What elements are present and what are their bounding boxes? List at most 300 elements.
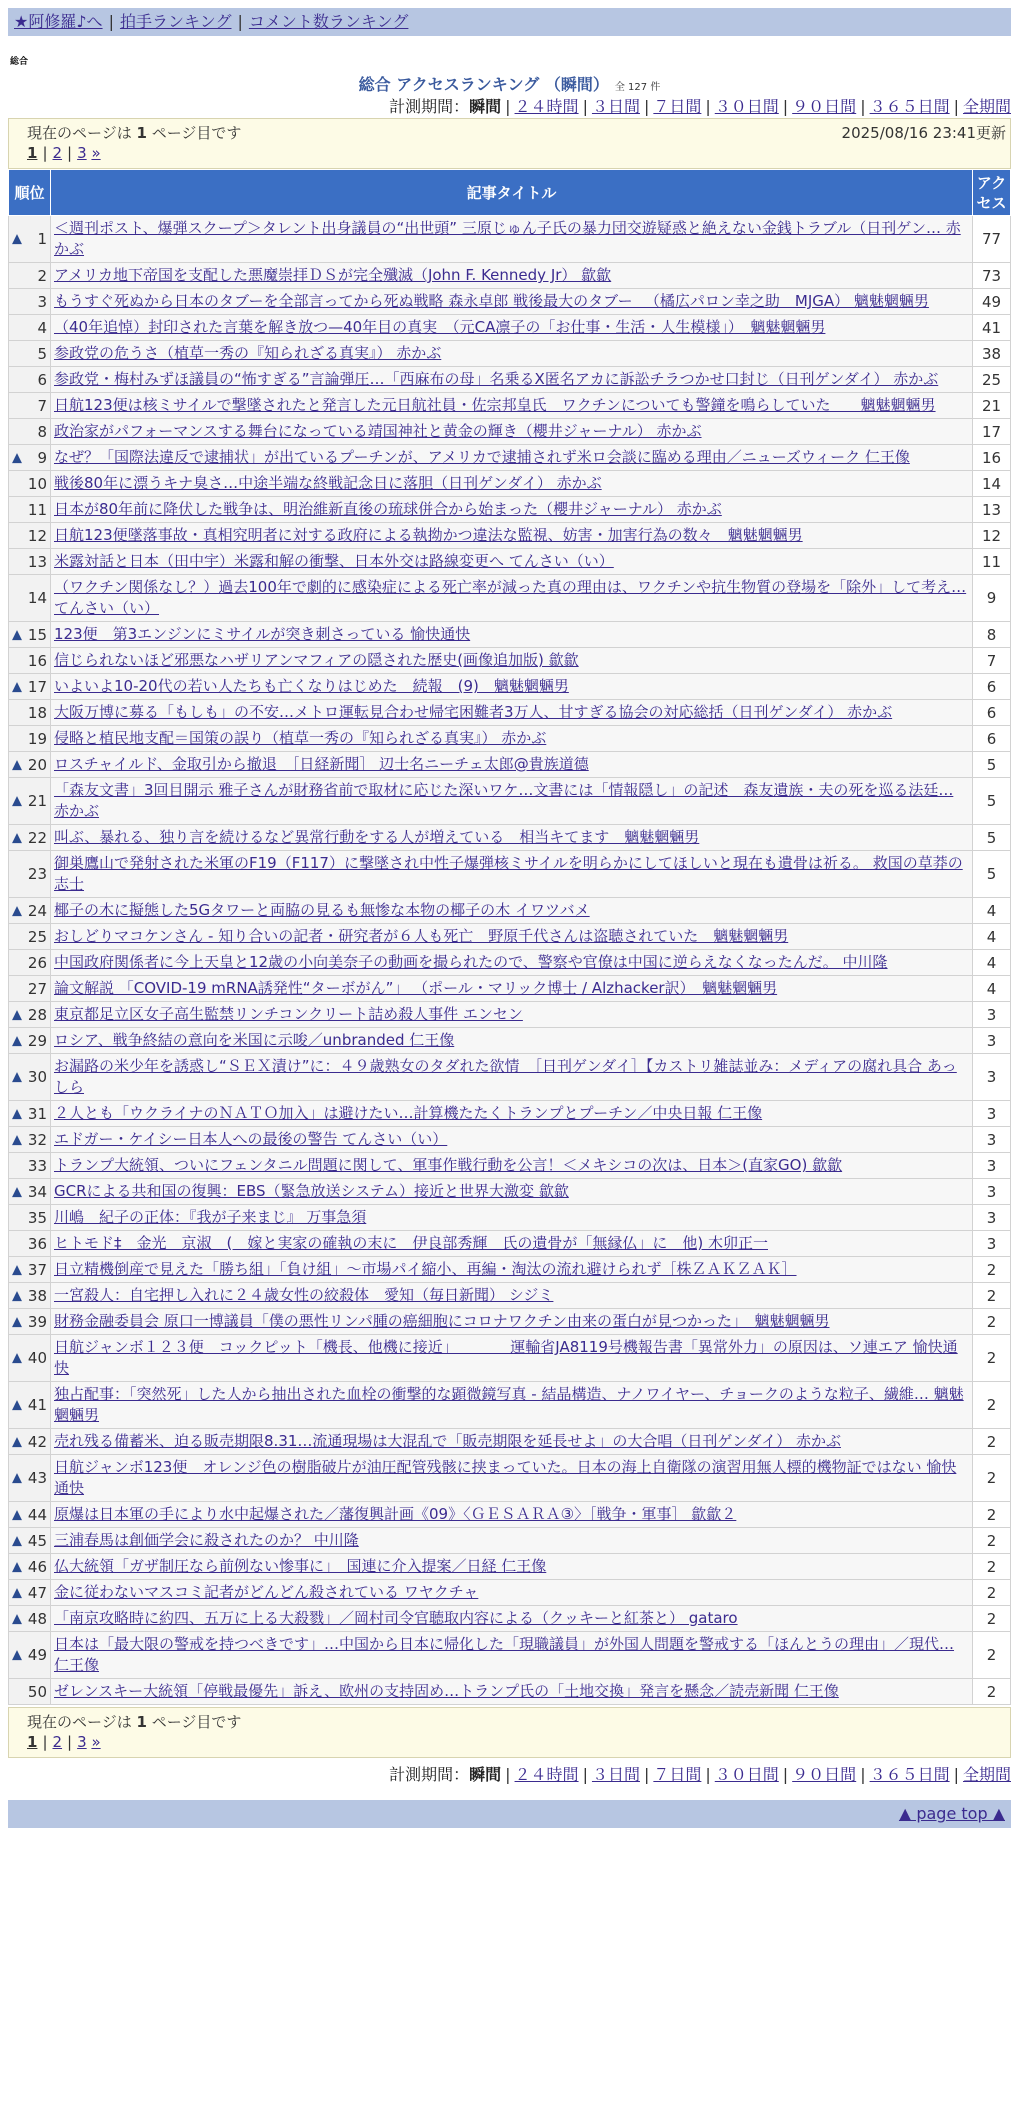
period-link[interactable]: ２４時間 — [514, 97, 579, 116]
article-title-link[interactable]: 川嶋 紀子の正体：『我が子来まじ』 万事急須 — [54, 1208, 367, 1226]
ranking-table — [8, 169, 1011, 1705]
article-title-link[interactable]: 金に従わないマスコミ記者がどんどん殺されている ワヤクチャ — [54, 1583, 479, 1601]
article-title-link[interactable]: もうすぐ死ぬから日本のタブーを全部言ってから死ぬ戦略 森永卓郎 戦後最大のタブー （橘広パロン幸之助 MJGA） 魑魅魍魎男 — [54, 292, 929, 310]
article-title-link[interactable]: 日航123便墜落事故・真相究明者に対する政府による執拗かつ違法な監視、妨害・加害行為の数々 魑魅魍魎男 — [54, 526, 803, 544]
article-title-link[interactable]: 日本が80年前に降伏した戦争は、明治維新直後の琉球併合から始まった（櫻井ジャーナル） 赤かぶ — [54, 500, 722, 518]
period-separator: | — [643, 1765, 650, 1784]
rank-cell — [9, 1335, 51, 1382]
article-title-link[interactable]: 参政党の危うさ（植草一秀の『知られざる真実』） 赤かぶ — [54, 344, 442, 362]
title-cell — [51, 1528, 973, 1554]
rank-cell — [9, 950, 51, 976]
period-separator: | — [860, 1765, 866, 1784]
rank-cell — [9, 726, 51, 752]
rank-cell — [9, 393, 51, 419]
rank-cell — [9, 674, 51, 700]
title-cell — [51, 289, 973, 315]
table-row — [9, 263, 1011, 289]
rank-number: 49 — [27, 1646, 47, 1664]
access-count: 4 — [973, 950, 1011, 976]
rank-number: 25 — [27, 927, 47, 946]
access-count: 2 — [973, 1528, 1011, 1554]
period-link[interactable]: 全期間 — [962, 97, 1011, 116]
rank-up-icon: ▲ — [12, 757, 22, 772]
access-count: 5 — [973, 825, 1011, 851]
title-cell — [51, 315, 973, 341]
article-title-link[interactable]: ロスチャイルド、金取引から撤退 ［日経新聞］ 辺士名ニーチェ太郎@貴族道德 — [54, 755, 589, 773]
access-count: 7 — [973, 648, 1011, 674]
title-cell — [51, 898, 973, 924]
title-cell — [51, 950, 973, 976]
rank-up-icon: ▲ — [12, 1647, 22, 1663]
title-cell — [51, 575, 973, 622]
access-count: 2 — [973, 1606, 1011, 1632]
access-count: 5 — [973, 752, 1011, 778]
rank-cell — [9, 289, 51, 315]
period-link[interactable]: ７日間 — [653, 1765, 702, 1784]
rank-cell — [9, 263, 51, 289]
access-count: 49 — [973, 289, 1011, 315]
period-link[interactable]: ９０日間 — [792, 1765, 857, 1784]
rank-number: 16 — [27, 651, 47, 670]
period-link[interactable]: ３日間 — [591, 1765, 640, 1784]
article-title-link[interactable]: ヒトモド‡ 金光 京淑 ( 嫁と実家の確執の末に 伊良部秀輝 氏の遺骨が「無縁仏」に 他) 木卯正一 — [54, 1234, 768, 1252]
table-row — [9, 648, 1011, 674]
access-count: 4 — [973, 924, 1011, 950]
rank-number: 8 — [37, 422, 47, 441]
table-row — [9, 315, 1011, 341]
access-count: 9 — [973, 575, 1011, 622]
article-title-link[interactable]: 日立精機倒産で見えた「勝ち組」「負け組」～市場パイ縮小、再編・淘汰の流れ避けられず［株ＺＡＫＺＡＫ］ — [54, 1260, 797, 1278]
rank-up-icon: ▲ — [12, 1288, 22, 1303]
article-title-link[interactable]: 独占配事：「突然死」した人から抽出された血栓の衝撃的な顕微鏡写真 - 結晶構造、ナノワイヤー、チョークのような粒子、繊維… 魑魅魍魎男 — [54, 1385, 964, 1424]
table-row — [9, 1606, 1011, 1632]
title-cell — [51, 341, 973, 367]
rank-number: 45 — [27, 1531, 47, 1550]
access-count: 5 — [973, 851, 1011, 898]
period-label: 計測期間： — [389, 1765, 470, 1784]
pager-current: 1 — [27, 144, 38, 162]
table-row — [9, 752, 1011, 778]
article-title-link[interactable]: 中国政府関係者に今上天皇と12歳の小向美奈子の動画を撮られたので、警察や官僚は中国に逆らえなくなったんだ。 中川隆 — [54, 953, 888, 971]
nav-separator: | — [237, 12, 243, 31]
pager-current: 1 — [27, 1733, 38, 1751]
rank-up-icon: ▲ — [12, 1069, 22, 1085]
title-cell — [51, 924, 973, 950]
title-cell — [51, 393, 973, 419]
table-row — [9, 367, 1011, 393]
access-count: 3 — [973, 1205, 1011, 1231]
rank-cell — [9, 549, 51, 575]
rank-number: 48 — [27, 1609, 47, 1628]
table-row — [9, 497, 1011, 523]
title-cell — [51, 1335, 973, 1382]
access-count: 6 — [973, 726, 1011, 752]
article-title-link[interactable]: お漏路の米少年を誘惑し“ＳＥＸ漬け”に：４９歳熟女のタダれた欲情 ［日刊ゲンダイ］【カストリ雑誌並み：メディアの腐れ具合 あっしら — [54, 1057, 957, 1096]
rank-cell — [9, 471, 51, 497]
pager-page-link[interactable]: 2 — [52, 144, 63, 162]
table-row — [9, 1679, 1011, 1705]
pager-separator: | — [67, 144, 73, 162]
access-count: 25 — [973, 367, 1011, 393]
table-row — [9, 622, 1011, 648]
title-cell — [51, 1309, 973, 1335]
table-row — [9, 1179, 1011, 1205]
table-row — [9, 216, 1011, 263]
pager-next-link[interactable]: » — [91, 1733, 101, 1751]
rank-cell — [9, 1257, 51, 1283]
pager-separator: | — [42, 1733, 48, 1751]
article-title-link[interactable]: ＜週刊ポスト、爆弾スクープ＞タレント出身議員の“出世頭” 三原じゅん子氏の暴力団交遊疑惑と絶えない金銭トラブル（日刊ゲン… 赤かぶ — [54, 219, 961, 258]
rank-cell — [9, 778, 51, 825]
comment-ranking-link[interactable]: コメント数ランキング — [248, 12, 409, 31]
pager-page-link[interactable]: 3 — [77, 144, 87, 162]
rank-cell — [9, 1502, 51, 1528]
access-count: 6 — [973, 674, 1011, 700]
rank-cell — [9, 445, 51, 471]
rank-cell — [9, 1153, 51, 1179]
period-link[interactable]: ２４時間 — [514, 1765, 579, 1784]
rank-cell — [9, 924, 51, 950]
rank-up-icon: ▲ — [12, 830, 22, 845]
table-row — [9, 924, 1011, 950]
rank-number: 28 — [27, 1005, 47, 1024]
article-title-link[interactable]: 日航123便は核ミサイルで撃墜されたと発言した元日航社員・佐宗邦皇氏 ワクチンについても警鐘を鳴らしていた 魑魅魍魎男 — [54, 396, 936, 414]
title-cell — [51, 1127, 973, 1153]
article-title-link[interactable]: 三浦春馬は創価学会に殺されたのか？ 中川隆 — [54, 1531, 359, 1549]
access-count: 14 — [973, 471, 1011, 497]
table-row — [9, 1632, 1011, 1679]
access-count: 3 — [973, 1179, 1011, 1205]
title-cell — [51, 445, 973, 471]
period-separator: | — [860, 97, 866, 116]
rank-up-icon: ▲ — [12, 679, 22, 694]
access-count: 41 — [973, 315, 1011, 341]
title-cell — [51, 1502, 973, 1528]
home-link[interactable]: ★阿修羅♪へ — [14, 12, 103, 31]
title-cell — [51, 1606, 973, 1632]
rank-cell — [9, 497, 51, 523]
title-cell — [51, 1231, 973, 1257]
article-title-link[interactable]: 売れ残る備蓄米、迫る販売期限8.31…流通現場は大混乱で「販売期限を延長せよ」の大合唱（日刊ゲンダイ） 赤かぶ — [54, 1432, 841, 1450]
pager-separator: | — [67, 1733, 73, 1751]
table-row — [9, 1502, 1011, 1528]
access-count: 11 — [973, 549, 1011, 575]
rank-cell — [9, 1127, 51, 1153]
rank-cell — [9, 419, 51, 445]
article-title-link[interactable]: 一宮殺人：自宅押し入れに２４歳女性の絞殺体 愛知（毎日新聞） シジミ — [54, 1286, 554, 1304]
access-count: 38 — [973, 341, 1011, 367]
rank-up-icon: ▲ — [12, 1611, 22, 1626]
title-cell — [51, 752, 973, 778]
rank-up-icon: ▲ — [12, 627, 22, 642]
access-count: 16 — [973, 445, 1011, 471]
rank-number: 26 — [27, 953, 47, 972]
table-row — [9, 1382, 1011, 1429]
rank-number: 13 — [27, 552, 47, 571]
rank-number: 2 — [37, 266, 47, 285]
title-cell — [51, 497, 973, 523]
rank-up-icon: ▲ — [12, 1350, 22, 1366]
rank-up-icon: ▲ — [12, 1132, 22, 1147]
rank-number: 4 — [37, 318, 47, 337]
article-title-link[interactable]: GCRによる共和国の復興：EBS（緊急放送システム）接近と世界大激変 歙歙 — [54, 1182, 569, 1200]
rank-cell — [9, 1054, 51, 1101]
access-count: 3 — [973, 1153, 1011, 1179]
article-title-link[interactable]: 米露対話と日本（田中宇）米露和解の衝撃、日本外交は路線変更へ てんさい（い） — [54, 552, 614, 570]
access-count: 5 — [973, 778, 1011, 825]
pager-page-link[interactable]: 3 — [77, 1733, 87, 1751]
period-separator: | — [782, 1765, 789, 1784]
article-title-link[interactable]: ロシア、戦争終結の意向を米国に示唆／unbranded 仁王像 — [54, 1031, 455, 1049]
period-link[interactable]: ９０日間 — [792, 97, 857, 116]
article-title-link[interactable]: トランプ大統領、ついにフェンタニル問題に関して、軍事作戦行動を公言！＜メキシコの次は、日本＞(直家GO) 歙歙 — [54, 1156, 843, 1174]
access-count: 6 — [973, 700, 1011, 726]
title-cell — [51, 523, 973, 549]
rank-number: 33 — [27, 1156, 47, 1175]
table-row — [9, 1257, 1011, 1283]
period-selector-bottom — [8, 1762, 1011, 1784]
article-title-link[interactable]: なぜ？「国際法違反で逮捕状」が出ているプーチンが、アメリカで逮捕されず米ロ会談に臨める理由／ニューズウィーク 仁王像 — [54, 448, 910, 466]
article-title-link[interactable]: ２人とも「ウクライナのＮＡＴＯ加入」は避けたい…計算機たたくトランプとプーチン／中央日報 仁王像 — [54, 1104, 763, 1122]
title-cell — [51, 851, 973, 898]
rank-up-icon: ▲ — [12, 1470, 22, 1486]
article-title-link[interactable]: 財務金融委員会 原口一博議員「僕の悪性リンパ腫の癌細胞にコロナワクチン由来の蛋白が見つかった」 魑魅魍魎男 — [54, 1312, 830, 1330]
access-count: 2 — [973, 1382, 1011, 1429]
title-cell — [51, 976, 973, 1002]
period-link[interactable]: ３日間 — [591, 97, 640, 116]
title-cell — [51, 1679, 973, 1705]
title-cell — [51, 419, 973, 445]
article-title-link[interactable]: 日航ジャンボ123便 オレンジ色の樹脂破片が油圧配管残骸に挟まっていた。日本の海上自衛隊の演習用無人標的機物証ではない 愉快通快 — [54, 1458, 957, 1497]
rank-number: 35 — [27, 1208, 47, 1227]
title-cell — [51, 1580, 973, 1606]
rank-number: 39 — [27, 1312, 47, 1331]
total-count: 全 127 件 — [614, 82, 661, 93]
period-separator: | — [505, 97, 511, 116]
rank-number: 30 — [27, 1068, 47, 1086]
rank-header: 順位 — [9, 170, 51, 216]
article-title-link[interactable]: （ワクチン関係なし？）過去100年で劇的に感染症による死亡率が減った真の理由は、ワクチンや抗生物質の登場を「除外」して考え… てんさい（い） — [54, 578, 967, 617]
table-row — [9, 393, 1011, 419]
access-count: 3 — [973, 1231, 1011, 1257]
article-title-link[interactable]: 大阪万博に募る「もしも」の不安…メトロ運転見合わせ帰宅困難者3万人、甘すぎる協会の対応総括（日刊ゲンダイ） 赤かぶ — [54, 703, 893, 721]
title-cell — [51, 1554, 973, 1580]
rank-number: 22 — [27, 828, 47, 847]
rank-number: 31 — [27, 1104, 47, 1123]
title-cell — [51, 549, 973, 575]
access-count: 2 — [973, 1502, 1011, 1528]
article-title-link[interactable]: 日航ジャンボ１２３便 コックピット「機長、他機に接近」 運輸省JA8119号機報告書「異常外力」の原因は、ソ連エア 愉快通快 — [54, 1338, 958, 1377]
period-separator: | — [782, 97, 789, 116]
period-link[interactable]: ３０日間 — [714, 97, 779, 116]
rank-up-icon: ▲ — [12, 1106, 22, 1121]
rank-cell — [9, 1679, 51, 1705]
rank-number: 32 — [27, 1130, 47, 1149]
period-link[interactable]: 全期間 — [962, 1765, 1011, 1784]
rank-cell — [9, 1101, 51, 1127]
period-separator: | — [582, 97, 588, 116]
access-count: 2 — [973, 1554, 1011, 1580]
period-separator: | — [505, 1765, 511, 1784]
table-row — [9, 898, 1011, 924]
table-row — [9, 1554, 1011, 1580]
ranking-rows — [9, 216, 1011, 1705]
title-cell — [51, 1002, 973, 1028]
article-title-link[interactable]: 123便 第3エンジンにミサイルが突き刺さっている 愉快通快 — [54, 625, 471, 643]
rank-up-icon: ▲ — [12, 1559, 22, 1574]
article-title-link[interactable]: 仏大統領「ガザ制圧なら前例ない惨事に」 国連に介入提案／日経 仁王像 — [54, 1557, 547, 1575]
rank-up-icon: ▲ — [12, 1007, 22, 1022]
article-title-link[interactable]: 侵略と植民地支配＝国策の誤り（植草一秀の『知られざる真実』） 赤かぶ — [54, 729, 547, 747]
rank-cell — [9, 898, 51, 924]
article-title-link[interactable]: 論文解説 「COVID-19 mRNA誘発性“ターボがん”」 （ポール・マリック博士 / Alzhacker訳） 魑魅魍魎男 — [54, 979, 778, 997]
rank-up-icon: ▲ — [12, 231, 22, 247]
rank-number: 23 — [27, 865, 47, 883]
table-row — [9, 1054, 1011, 1101]
access-count: 8 — [973, 622, 1011, 648]
article-title-link[interactable]: 御巣鷹山で発射された米軍のF19（F117）に撃墜され中性子爆弾核ミサイルを明らかにしてほしいと現在も遺骨は祈る。 救国の草莽の志士 — [54, 854, 963, 893]
table-row — [9, 1002, 1011, 1028]
article-title-link[interactable]: 原爆は日本軍の手により水中起爆された／藩復興計画《09》〈ＧＥＳＡＲＡ③〉［戦争・軍事］ 歙歙２ — [54, 1505, 737, 1523]
article-title-link[interactable]: 叫ぶ、暴れる、独り言を続けるなど異常行動をする人が増えている 相当キてます 魑魅魍魎男 — [54, 828, 700, 846]
table-row — [9, 289, 1011, 315]
table-row — [9, 1028, 1011, 1054]
article-title-link[interactable]: おしどりマコケンさん - 知り合いの記者・研究者が６人も死亡 野原千代さんは盗聴されていた 魑魅魍魎男 — [54, 927, 789, 945]
nav-separator: | — [108, 12, 114, 31]
rank-number: 36 — [27, 1234, 47, 1253]
access-count: 77 — [973, 216, 1011, 263]
table-row — [9, 825, 1011, 851]
title-cell — [51, 1179, 973, 1205]
table-row — [9, 1429, 1011, 1455]
title-cell — [51, 1054, 973, 1101]
rank-cell — [9, 752, 51, 778]
rank-number: 38 — [27, 1286, 47, 1305]
title-cell — [51, 471, 973, 497]
rank-number: 37 — [27, 1260, 47, 1279]
rank-up-icon: ▲ — [12, 1397, 22, 1413]
period-link[interactable]: ７日間 — [653, 97, 702, 116]
rank-number: 27 — [27, 979, 47, 998]
rank-number: 24 — [27, 901, 47, 920]
rank-cell — [9, 367, 51, 393]
rank-cell — [9, 1554, 51, 1580]
article-title-link[interactable]: 政治家がパフォーマンスする舞台になっている靖国神社と黄金の輝き（櫻井ジャーナル） 赤かぶ — [54, 422, 702, 440]
period-separator: | — [705, 97, 711, 116]
pager-next-link[interactable]: » — [91, 144, 101, 162]
rank-number: 34 — [27, 1182, 47, 1201]
access-count: 2 — [973, 1429, 1011, 1455]
page-info-bottom — [8, 1707, 1011, 1758]
rank-cell — [9, 1606, 51, 1632]
title-cell — [51, 1382, 973, 1429]
rank-number: 41 — [27, 1396, 47, 1414]
title-cell — [51, 622, 973, 648]
access-count: 17 — [973, 419, 1011, 445]
article-title-link[interactable]: ゼレンスキー大統領「停戦最優先」訴え、欧州の支持固め…トランプ氏の「土地交換」発言を懸念／読売新聞 仁王像 — [54, 1682, 839, 1700]
applause-ranking-link[interactable]: 拍手ランキング — [119, 12, 232, 31]
table-row — [9, 726, 1011, 752]
rank-up-icon: ▲ — [12, 903, 22, 918]
article-title-link[interactable]: 椰子の木に擬態した5Gタワーと両脇の見るも無惨な本物の椰子の木 イワツバメ — [54, 901, 590, 919]
rank-cell — [9, 1028, 51, 1054]
rank-number: 11 — [27, 500, 47, 519]
pagination-bottom — [9, 1731, 1010, 1757]
title-cell — [51, 1205, 973, 1231]
rank-number: 46 — [27, 1557, 47, 1576]
rank-cell — [9, 1429, 51, 1455]
article-title-link[interactable]: アメリカ地下帝国を支配した悪魔崇拝ＤＳが完全殲滅（John F. Kennedy Jr） 歙歙 — [54, 266, 612, 284]
rank-number: 19 — [27, 729, 47, 748]
period-link[interactable]: ３６５日間 — [869, 1765, 950, 1784]
article-title-link[interactable]: いよいよ10-20代の若い人たちも亡くなりはじめた 続報 (9) 魑魅魍魎男 — [54, 677, 569, 695]
table-row — [9, 1309, 1011, 1335]
article-title-link[interactable]: エドガー・ケイシー日本人への最後の警告 てんさい（い） — [54, 1130, 448, 1148]
title-cell — [51, 1429, 973, 1455]
access-count: 4 — [973, 976, 1011, 1002]
table-row — [9, 976, 1011, 1002]
rank-number: 21 — [27, 792, 47, 810]
rank-cell — [9, 575, 51, 622]
page-info-top — [8, 118, 1011, 169]
table-row — [9, 674, 1011, 700]
rank-cell — [9, 976, 51, 1002]
article-title-link[interactable]: 日本は「最大限の警戒を持つべきです」…中国から日本に帰化した「現職議員」が外国人問題を警戒する「ほんとうの理由」／現代… 仁王像 — [54, 1635, 955, 1674]
pager-page-link[interactable]: 2 — [52, 1733, 63, 1751]
article-title-link[interactable]: 東京都足立区女子高生監禁リンチコンクリート詰め殺人事件 エンセン — [54, 1005, 523, 1023]
title-cell — [51, 1153, 973, 1179]
updated-timestamp: 2025/08/16 23:41更新 — [841, 124, 1006, 142]
table-row — [9, 341, 1011, 367]
rank-number: 50 — [27, 1682, 47, 1701]
period-link[interactable]: ３６５日間 — [869, 97, 950, 116]
article-title-link[interactable]: 「南京攻略時に約四、五万に上る大殺戮」／岡村司令官聴取内容による（クッキーと紅茶と） gataro — [54, 1609, 738, 1627]
article-title-link[interactable]: （40年追悼）封印された言葉を解き放つ—40年目の真実 （元CA凛子の「お仕事・生活・人生模様」） 魑魅魍魎男 — [54, 318, 826, 336]
title-cell — [51, 700, 973, 726]
article-title-link[interactable]: 信じられないほど邪悪なハザリアンマフィアの隠された歴史(画像追加版) 歙歙 — [54, 651, 579, 669]
current-page-text: 現在のページは 1 ページ目です — [27, 124, 242, 142]
rank-up-icon: ▲ — [12, 1033, 22, 1048]
page-top-link[interactable]: ▲ page top ▲ — [898, 1804, 1005, 1823]
rank-up-icon: ▲ — [12, 1314, 22, 1329]
rank-cell — [9, 1528, 51, 1554]
rank-number: 43 — [27, 1469, 47, 1487]
access-count: 4 — [973, 898, 1011, 924]
rank-cell — [9, 648, 51, 674]
rank-number: 42 — [27, 1432, 47, 1451]
rank-up-icon: ▲ — [12, 1533, 22, 1548]
access-count: 21 — [973, 393, 1011, 419]
rank-number: 3 — [37, 292, 47, 311]
table-row — [9, 1580, 1011, 1606]
rank-cell — [9, 1455, 51, 1502]
period-label: 計測期間： — [389, 97, 470, 116]
rank-number: 18 — [27, 703, 47, 722]
period-link[interactable]: ３０日間 — [714, 1765, 779, 1784]
title-cell — [51, 825, 973, 851]
table-row — [9, 1528, 1011, 1554]
article-title-link[interactable]: 戦後80年に漂うキナ臭さ…中途半端な終戦記念日に落胆（日刊ゲンダイ） 赤かぶ — [54, 474, 602, 492]
title-cell — [51, 648, 973, 674]
rank-cell — [9, 622, 51, 648]
rank-cell — [9, 700, 51, 726]
rank-number: 14 — [27, 589, 47, 607]
article-title-link[interactable]: 「森友文書」3回目開示 雅子さんが財務省前で取材に応じた深いワケ…文書には「情報隠し」の記述 森友遺族・夫の死を巡る法廷… 赤かぶ — [54, 781, 954, 820]
period-separator: | — [953, 1765, 959, 1784]
article-title-link[interactable]: 参政党・梅村みずほ議員の“怖すぎる”言論弾圧…「西麻布の母」名乗るX匿名アカに訴訟チラつかせ口封じ（日刊ゲンダイ） 赤かぶ — [54, 370, 939, 388]
status-row — [9, 119, 1010, 142]
period-current: 瞬間 — [469, 97, 502, 116]
